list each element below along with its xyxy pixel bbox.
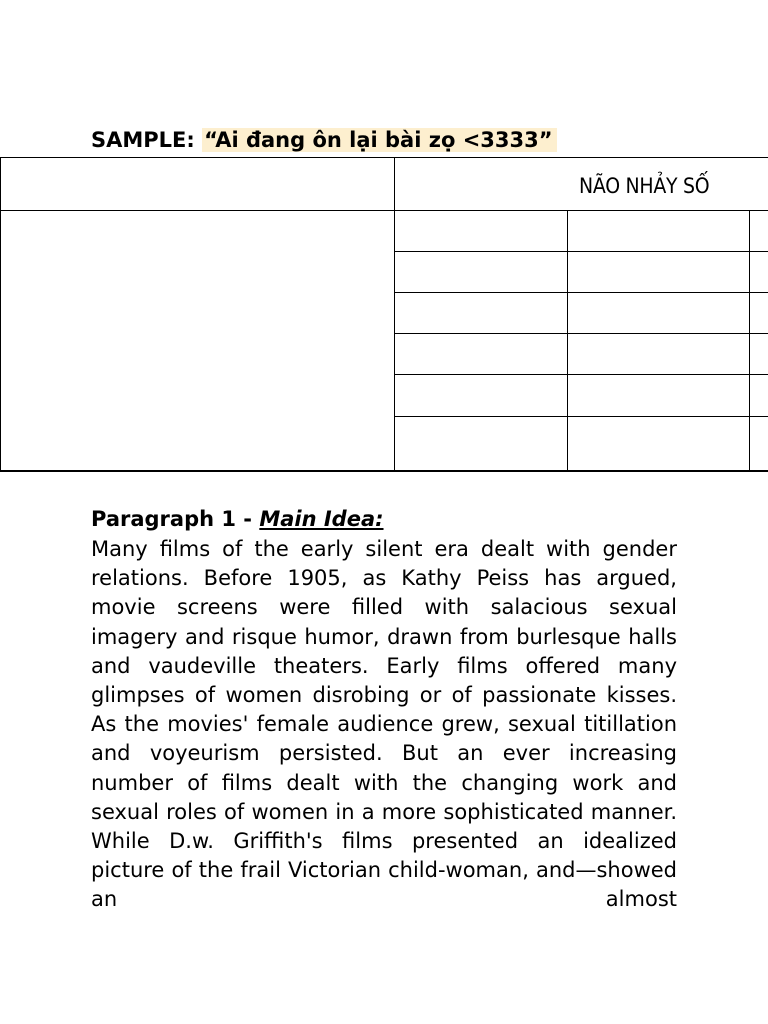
table-border-top: [0, 157, 768, 158]
table-border-bottom: [0, 470, 768, 472]
table-column-divider: [394, 157, 395, 472]
table-row-divider: [394, 333, 768, 334]
table-header-separator: [0, 210, 768, 211]
main-idea-label: Main Idea:: [259, 507, 384, 531]
paragraph-body: Many films of the early silent era dealt with gender relations. Before 1905, as Kathy Peiss has argued, movie screens were filled with salacious sexual imagery and risque humor, drawn from burlesque halls and vaudeville theaters. Early films offered many glimpses of women disrobing or of passionate kisses. As the movies' female audience grew, sexual titillation and voyeurism persisted. But an ever increasing number of films dealt with the changing work and sexual roles of women in a more sophisticated manner. While D.w. Griffith's films presented an idealized picture of the frail Victorian child-woman, and—showed an almost: [91, 537, 677, 912]
sample-label: SAMPLE:: [91, 128, 195, 152]
table-row-divider: [394, 251, 768, 252]
table-column-divider: [749, 210, 750, 472]
table-border-left: [0, 157, 1, 472]
table-header-label: NÃO NHẢY SỐ: [579, 174, 710, 198]
paragraph-heading: [91, 503, 384, 535]
paragraph-label: Paragraph 1 -: [91, 507, 260, 531]
table-row-divider: [394, 416, 768, 417]
table-row-divider: [394, 374, 768, 375]
table-column-divider: [567, 210, 568, 472]
table-row-divider: [394, 292, 768, 293]
sample-quote-highlight: “Ai đang ôn lại bài zọ <3333”: [202, 128, 556, 152]
sample-line: [91, 124, 557, 156]
